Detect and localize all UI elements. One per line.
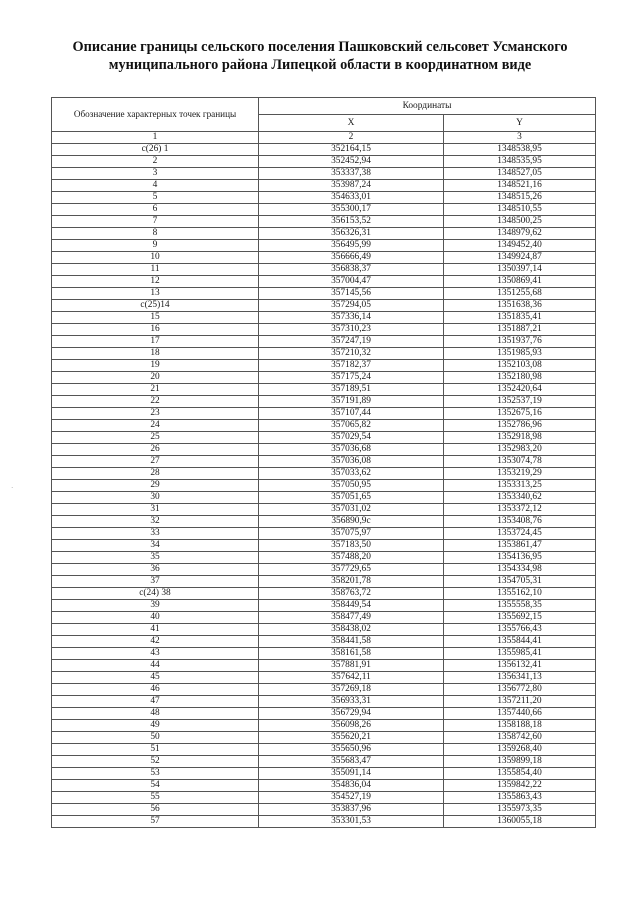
table-row <box>52 624 596 636</box>
y-cell: 1353861,47 <box>444 540 596 552</box>
x-cell: 357145,56 <box>259 288 444 300</box>
y-cell: 1351638,36 <box>444 300 596 312</box>
y-cell: 1352537,19 <box>444 396 596 408</box>
y-cell: 1352786,96 <box>444 420 596 432</box>
table-row <box>52 180 596 192</box>
x-cell: 358477,49 <box>259 612 444 624</box>
y-cell: 1352420,64 <box>444 384 596 396</box>
point-cell: 33 <box>52 528 259 540</box>
x-cell: 355683,47 <box>259 756 444 768</box>
x-cell: 355091,14 <box>259 768 444 780</box>
point-cell: 6 <box>52 204 259 216</box>
point-cell: 39 <box>52 600 259 612</box>
y-cell: 1359268,40 <box>444 744 596 756</box>
table-row <box>52 672 596 684</box>
x-cell: 358449,54 <box>259 600 444 612</box>
x-cell: 357642,11 <box>259 672 444 684</box>
y-cell: 1348979,62 <box>444 228 596 240</box>
table-row <box>52 456 596 468</box>
y-cell: 1355766,43 <box>444 624 596 636</box>
table-row <box>52 600 596 612</box>
column-number-3: 3 <box>444 132 596 144</box>
point-cell: 40 <box>52 612 259 624</box>
x-cell: 357488,20 <box>259 552 444 564</box>
point-cell: 18 <box>52 348 259 360</box>
y-cell: 1356132,41 <box>444 660 596 672</box>
point-cell: 32 <box>52 516 259 528</box>
y-cell: 1355558,35 <box>444 600 596 612</box>
table-row <box>52 216 596 228</box>
point-cell: 13 <box>52 288 259 300</box>
x-cell: 353301,53 <box>259 816 444 828</box>
x-cell: 357336,14 <box>259 312 444 324</box>
margin-mark: · <box>11 484 14 492</box>
y-cell: 1355844,41 <box>444 636 596 648</box>
y-cell: 1348515,26 <box>444 192 596 204</box>
x-cell: 354633,01 <box>259 192 444 204</box>
y-cell: 1355692,15 <box>444 612 596 624</box>
table-row <box>52 552 596 564</box>
y-cell: 1357211,20 <box>444 696 596 708</box>
point-cell: 36 <box>52 564 259 576</box>
point-cell: 15 <box>52 312 259 324</box>
table-row <box>52 204 596 216</box>
table-row <box>52 720 596 732</box>
point-cell: с(26) 1 <box>52 144 259 156</box>
table-body <box>52 144 596 828</box>
table-row <box>52 300 596 312</box>
x-cell: 358438,02 <box>259 624 444 636</box>
y-cell: 1356341,13 <box>444 672 596 684</box>
x-cell: 356838,37 <box>259 264 444 276</box>
x-cell: 357189,51 <box>259 384 444 396</box>
table-row <box>52 420 596 432</box>
x-cell: 356666,49 <box>259 252 444 264</box>
point-cell: 17 <box>52 336 259 348</box>
column-number-row <box>52 132 596 144</box>
x-cell: 357107,44 <box>259 408 444 420</box>
point-cell: 12 <box>52 276 259 288</box>
table-row <box>52 648 596 660</box>
point-cell: 31 <box>52 504 259 516</box>
x-cell: 358763,72 <box>259 588 444 600</box>
point-cell: 7 <box>52 216 259 228</box>
point-cell: 49 <box>52 720 259 732</box>
document-title <box>40 38 600 74</box>
x-cell: 357182,37 <box>259 360 444 372</box>
y-cell: 1353372,12 <box>444 504 596 516</box>
table-row <box>52 768 596 780</box>
point-cell: 24 <box>52 420 259 432</box>
y-cell: 1349924,87 <box>444 252 596 264</box>
table-row <box>52 408 596 420</box>
table-row <box>52 636 596 648</box>
point-cell: 16 <box>52 324 259 336</box>
table-row <box>52 432 596 444</box>
point-cell: 4 <box>52 180 259 192</box>
point-cell: 2 <box>52 156 259 168</box>
y-cell: 1351937,76 <box>444 336 596 348</box>
y-cell: 1354136,95 <box>444 552 596 564</box>
x-cell: 358161,58 <box>259 648 444 660</box>
table-row <box>52 348 596 360</box>
y-cell: 1356772,80 <box>444 684 596 696</box>
point-cell: 27 <box>52 456 259 468</box>
point-cell: 28 <box>52 468 259 480</box>
y-cell: 1348538,95 <box>444 144 596 156</box>
y-cell: 1352918,98 <box>444 432 596 444</box>
point-cell: 5 <box>52 192 259 204</box>
point-cell: 42 <box>52 636 259 648</box>
x-cell: 357036,68 <box>259 444 444 456</box>
table-row <box>52 708 596 720</box>
y-cell: 1359899,18 <box>444 756 596 768</box>
y-cell: 1348500,25 <box>444 216 596 228</box>
x-cell: 355650,96 <box>259 744 444 756</box>
y-cell: 1355854,40 <box>444 768 596 780</box>
x-cell: 353837,96 <box>259 804 444 816</box>
table-row <box>52 240 596 252</box>
table-row <box>52 492 596 504</box>
table-row <box>52 528 596 540</box>
table-row <box>52 324 596 336</box>
x-cell: 357269,18 <box>259 684 444 696</box>
x-cell: 357310,23 <box>259 324 444 336</box>
point-cell: с(25)14 <box>52 300 259 312</box>
y-cell: 1350397,14 <box>444 264 596 276</box>
point-cell: 26 <box>52 444 259 456</box>
y-cell: 1358188,18 <box>444 720 596 732</box>
point-cell: 51 <box>52 744 259 756</box>
column-number-1: 1 <box>52 132 259 144</box>
x-cell: 357729,65 <box>259 564 444 576</box>
y-cell: 1354705,31 <box>444 576 596 588</box>
table-row <box>52 168 596 180</box>
x-cell: 357881,91 <box>259 660 444 672</box>
table-row <box>52 792 596 804</box>
table-row <box>52 804 596 816</box>
point-cell: 35 <box>52 552 259 564</box>
point-cell: 50 <box>52 732 259 744</box>
y-cell: 1355863,43 <box>444 792 596 804</box>
point-cell: 29 <box>52 480 259 492</box>
table-row <box>52 312 596 324</box>
table-row <box>52 360 596 372</box>
table-row <box>52 564 596 576</box>
x-cell: 354836,04 <box>259 780 444 792</box>
x-cell: 357210,32 <box>259 348 444 360</box>
point-cell: 57 <box>52 816 259 828</box>
header-x: X <box>259 115 444 132</box>
x-cell: 357294,05 <box>259 300 444 312</box>
x-cell: 357051,65 <box>259 492 444 504</box>
x-cell: 355300,17 <box>259 204 444 216</box>
x-cell: 357029,54 <box>259 432 444 444</box>
table-row <box>52 744 596 756</box>
point-cell: 11 <box>52 264 259 276</box>
header-y: Y <box>444 115 596 132</box>
y-cell: 1355985,41 <box>444 648 596 660</box>
x-cell: 356933,31 <box>259 696 444 708</box>
point-cell: 44 <box>52 660 259 672</box>
point-cell: 55 <box>52 792 259 804</box>
x-cell: 357191,89 <box>259 396 444 408</box>
y-cell: 1353408,76 <box>444 516 596 528</box>
x-cell: 357004,47 <box>259 276 444 288</box>
y-cell: 1353724,45 <box>444 528 596 540</box>
point-cell: 34 <box>52 540 259 552</box>
y-cell: 1353074,78 <box>444 456 596 468</box>
y-cell: 1353340,62 <box>444 492 596 504</box>
y-cell: 1348535,95 <box>444 156 596 168</box>
table-row <box>52 504 596 516</box>
y-cell: 1352180,98 <box>444 372 596 384</box>
x-cell: 357031,02 <box>259 504 444 516</box>
y-cell: 1348521,16 <box>444 180 596 192</box>
table-row <box>52 336 596 348</box>
x-cell: 357036,08 <box>259 456 444 468</box>
y-cell: 1360055,18 <box>444 816 596 828</box>
x-cell: 356326,31 <box>259 228 444 240</box>
x-cell: 352452,94 <box>259 156 444 168</box>
x-cell: 356729,94 <box>259 708 444 720</box>
point-cell: 46 <box>52 684 259 696</box>
x-cell: 353337,38 <box>259 168 444 180</box>
point-cell: 54 <box>52 780 259 792</box>
table-row <box>52 780 596 792</box>
x-cell: 357065,82 <box>259 420 444 432</box>
table-row <box>52 372 596 384</box>
y-cell: 1352103,08 <box>444 360 596 372</box>
table-row <box>52 192 596 204</box>
y-cell: 1353313,25 <box>444 480 596 492</box>
point-cell: 37 <box>52 576 259 588</box>
point-cell: 30 <box>52 492 259 504</box>
table-row <box>52 252 596 264</box>
title-line-1: Описание границы сельского поселения Пашковский сельсовет Усманского <box>72 39 568 55</box>
point-cell: 53 <box>52 768 259 780</box>
table-row <box>52 612 596 624</box>
x-cell: 356495,99 <box>259 240 444 252</box>
coordinates-table <box>51 97 596 828</box>
y-cell: 1352675,16 <box>444 408 596 420</box>
x-cell: 358441,58 <box>259 636 444 648</box>
header-coordinates: Координаты <box>259 98 596 115</box>
point-cell: 43 <box>52 648 259 660</box>
y-cell: 1348527,05 <box>444 168 596 180</box>
table-row <box>52 516 596 528</box>
table-row <box>52 540 596 552</box>
y-cell: 1359842,22 <box>444 780 596 792</box>
x-cell: 352164,15 <box>259 144 444 156</box>
point-cell: 48 <box>52 708 259 720</box>
point-cell: с(24) 38 <box>52 588 259 600</box>
table-header <box>52 98 596 144</box>
table-row <box>52 228 596 240</box>
table-row <box>52 384 596 396</box>
point-cell: 23 <box>52 408 259 420</box>
y-cell: 1358742,60 <box>444 732 596 744</box>
table-row <box>52 144 596 156</box>
point-cell: 10 <box>52 252 259 264</box>
header-points: Обозначение характерных точек границы <box>52 98 259 132</box>
x-cell: 356098,26 <box>259 720 444 732</box>
x-cell: 357247,19 <box>259 336 444 348</box>
x-cell: 357050,95 <box>259 480 444 492</box>
point-cell: 25 <box>52 432 259 444</box>
point-cell: 8 <box>52 228 259 240</box>
table-row <box>52 264 596 276</box>
table-row <box>52 156 596 168</box>
point-cell: 56 <box>52 804 259 816</box>
x-cell: 356153,52 <box>259 216 444 228</box>
y-cell: 1357440,66 <box>444 708 596 720</box>
table-row <box>52 816 596 828</box>
table-row <box>52 468 596 480</box>
point-cell: 41 <box>52 624 259 636</box>
y-cell: 1355973,35 <box>444 804 596 816</box>
point-cell: 3 <box>52 168 259 180</box>
table-row <box>52 480 596 492</box>
y-cell: 1351835,41 <box>444 312 596 324</box>
point-cell: 52 <box>52 756 259 768</box>
y-cell: 1351255,68 <box>444 288 596 300</box>
y-cell: 1355162,10 <box>444 588 596 600</box>
y-cell: 1351887,21 <box>444 324 596 336</box>
table-row <box>52 756 596 768</box>
y-cell: 1352983,20 <box>444 444 596 456</box>
x-cell: 355620,21 <box>259 732 444 744</box>
point-cell: 22 <box>52 396 259 408</box>
table-row <box>52 660 596 672</box>
x-cell: 357075,97 <box>259 528 444 540</box>
point-cell: 45 <box>52 672 259 684</box>
x-cell: 357033,62 <box>259 468 444 480</box>
table-row <box>52 288 596 300</box>
point-cell: 20 <box>52 372 259 384</box>
column-number-2: 2 <box>259 132 444 144</box>
table-row <box>52 588 596 600</box>
point-cell: 9 <box>52 240 259 252</box>
y-cell: 1349452,40 <box>444 240 596 252</box>
table-row <box>52 696 596 708</box>
x-cell: 354527,19 <box>259 792 444 804</box>
title-line-2: муниципального района Липецкой области в координатном виде <box>108 57 532 73</box>
point-cell: 21 <box>52 384 259 396</box>
y-cell: 1354334,98 <box>444 564 596 576</box>
table-row <box>52 276 596 288</box>
x-cell: 356890,9с <box>259 516 444 528</box>
y-cell: 1350869,41 <box>444 276 596 288</box>
x-cell: 357183,50 <box>259 540 444 552</box>
point-cell: 47 <box>52 696 259 708</box>
table-row <box>52 396 596 408</box>
y-cell: 1351985,93 <box>444 348 596 360</box>
y-cell: 1348510,55 <box>444 204 596 216</box>
table-row <box>52 444 596 456</box>
table-row <box>52 732 596 744</box>
table-row <box>52 576 596 588</box>
x-cell: 357175,24 <box>259 372 444 384</box>
y-cell: 1353219,29 <box>444 468 596 480</box>
table-row <box>52 684 596 696</box>
x-cell: 358201,78 <box>259 576 444 588</box>
point-cell: 19 <box>52 360 259 372</box>
x-cell: 353987,24 <box>259 180 444 192</box>
